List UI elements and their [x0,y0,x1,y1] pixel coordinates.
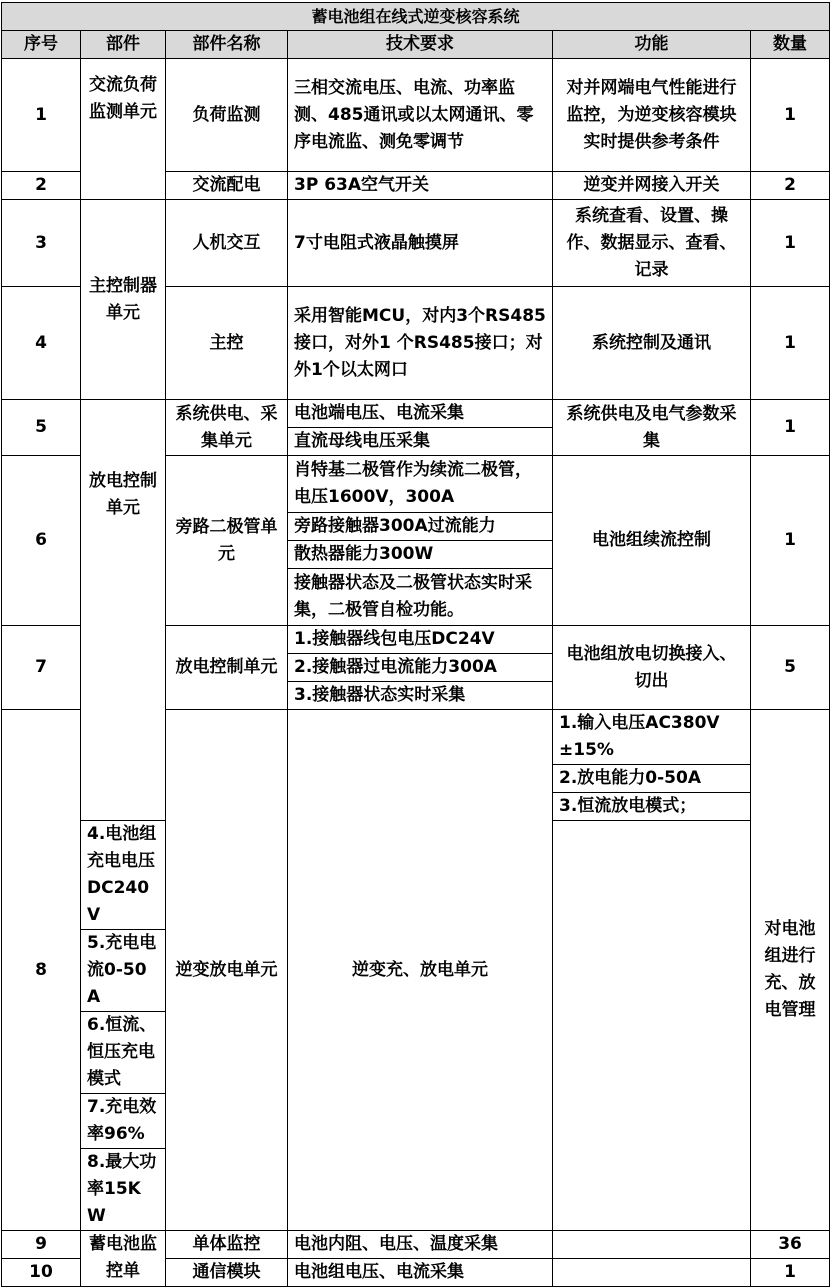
row-tech: 6.恒流、恒压充电模式 [81,1012,166,1094]
row-seq: 9 [2,1231,81,1259]
row-seq: 2 [2,172,81,200]
row-seq: 4 [2,287,81,400]
row-func: 电池组放电切换接入、切出 [553,626,751,710]
header-part-name: 部件名称 [166,31,288,59]
table-title: 蓄电池组在线式逆变核容系统 [2,3,830,31]
row-seq: 7 [2,626,81,710]
row-name: 旁路二极管单元 [166,456,288,626]
table-row [2,1231,830,1259]
row-name: 系统供电、采集单元 [166,400,288,456]
row-name: 单体监控 [166,1231,288,1259]
row-qty: 2 [751,172,830,200]
group-battery-mon: 蓄电池监控单 [81,1231,166,1287]
row-name: 放电控制单元 [166,626,288,710]
row-seq: 6 [2,456,81,626]
group-main-ctrl: 主控制器单元 [81,200,166,400]
row-tech: 电池组电压、电流采集 [288,1259,553,1287]
row-tech: 电池内阻、电压、温度采集 [288,1231,553,1259]
row-tech: 1.接触器线包电压DC24V [288,626,553,654]
row-tech: 7寸电阻式液晶触摸屏 [288,200,553,287]
row-qty: 1 [751,200,830,287]
row-qty: 1 [751,456,830,626]
row-tech: 散热器能力300W [288,541,553,569]
row-tech: 旁路接触器300A过流能力 [288,513,553,541]
row-seq: 1 [2,59,81,172]
row-tech: 采用智能MCU，对内3个RS485接口，对外1 个RS485接口；对外1个以太网口 [288,287,553,400]
row-func: 系统控制及通讯 [553,287,751,400]
group-ac-load: 交流负荷监测单元 [81,59,166,200]
row-qty: 5 [751,626,830,710]
row-tech: 2.放电能力0-50A [553,765,751,793]
header-qty: 数量 [751,31,830,59]
row-tech: 7.充电效率96% [81,1094,166,1149]
group-discharge: 放电控制单元 [81,400,166,821]
row-func [553,1231,751,1259]
row-tech: 1.输入电压AC380V±15% [553,710,751,765]
row-qty: 1 [751,287,830,400]
row-name: 负荷监测 [166,59,288,172]
header-tech: 技术要求 [288,31,553,59]
row-func: 系统供电及电气参数采集 [553,400,751,456]
row-qty: 1 [751,59,830,172]
row-seq: 8 [2,710,81,1231]
header-seq: 序号 [2,31,81,59]
row-tech: 2.接触器过电流能力300A [288,654,553,682]
row-tech: 3P 63A空气开关 [288,172,553,200]
row-tech: 8.最大功率15KW [81,1149,166,1231]
table-row [2,200,830,287]
row-tech: 电池端电压、电流采集 [288,400,553,428]
row-seq: 3 [2,200,81,287]
row-name: 主控 [166,287,288,400]
header-part: 部件 [81,31,166,59]
row-func: 对电池组进行充、放电管理 [751,710,830,1231]
group-inverter: 逆变放电单元 [166,710,288,1231]
row-qty: 1 [751,400,830,456]
row-tech: 5.充电电流0-50A [81,930,166,1012]
header-func: 功能 [553,31,751,59]
row-seq: 5 [2,400,81,456]
spec-table [1,2,830,1287]
row-tech: 接触器状态及二极管状态实时采集，二极管自检功能。 [288,569,553,626]
table-row [2,400,830,428]
row-qty: 36 [751,1231,830,1259]
row-tech: 3.恒流放电模式； [553,793,751,821]
header-row [2,31,830,59]
row-tech: 肖特基二极管作为续流二极管，电压1600V，300A [288,456,553,513]
row-func: 系统查看、设置、操作、数据显示、查看、记录 [553,200,751,287]
row-name: 交流配电 [166,172,288,200]
row-name: 人机交互 [166,200,288,287]
table-row [2,59,830,172]
row-tech: 4.电池组充电电压DC240V [81,821,166,930]
row-tech: 直流母线电压采集 [288,428,553,456]
row-func [553,1259,751,1287]
row-name: 逆变充、放电单元 [288,710,553,1231]
row-func: 电池组续流控制 [553,456,751,626]
row-func: 对并网端电气性能进行监控，为逆变核容模块实时提供参考条件 [553,59,751,172]
row-qty: 1 [751,1259,830,1287]
row-seq: 10 [2,1259,81,1287]
row-tech: 三相交流电压、电流、功率监测、485通讯或以太网通讯、零序电流监、测免零调节 [288,59,553,172]
row-tech: 3.接触器状态实时采集 [288,682,553,710]
row-name: 通信模块 [166,1259,288,1287]
row-func: 逆变并网接入开关 [553,172,751,200]
